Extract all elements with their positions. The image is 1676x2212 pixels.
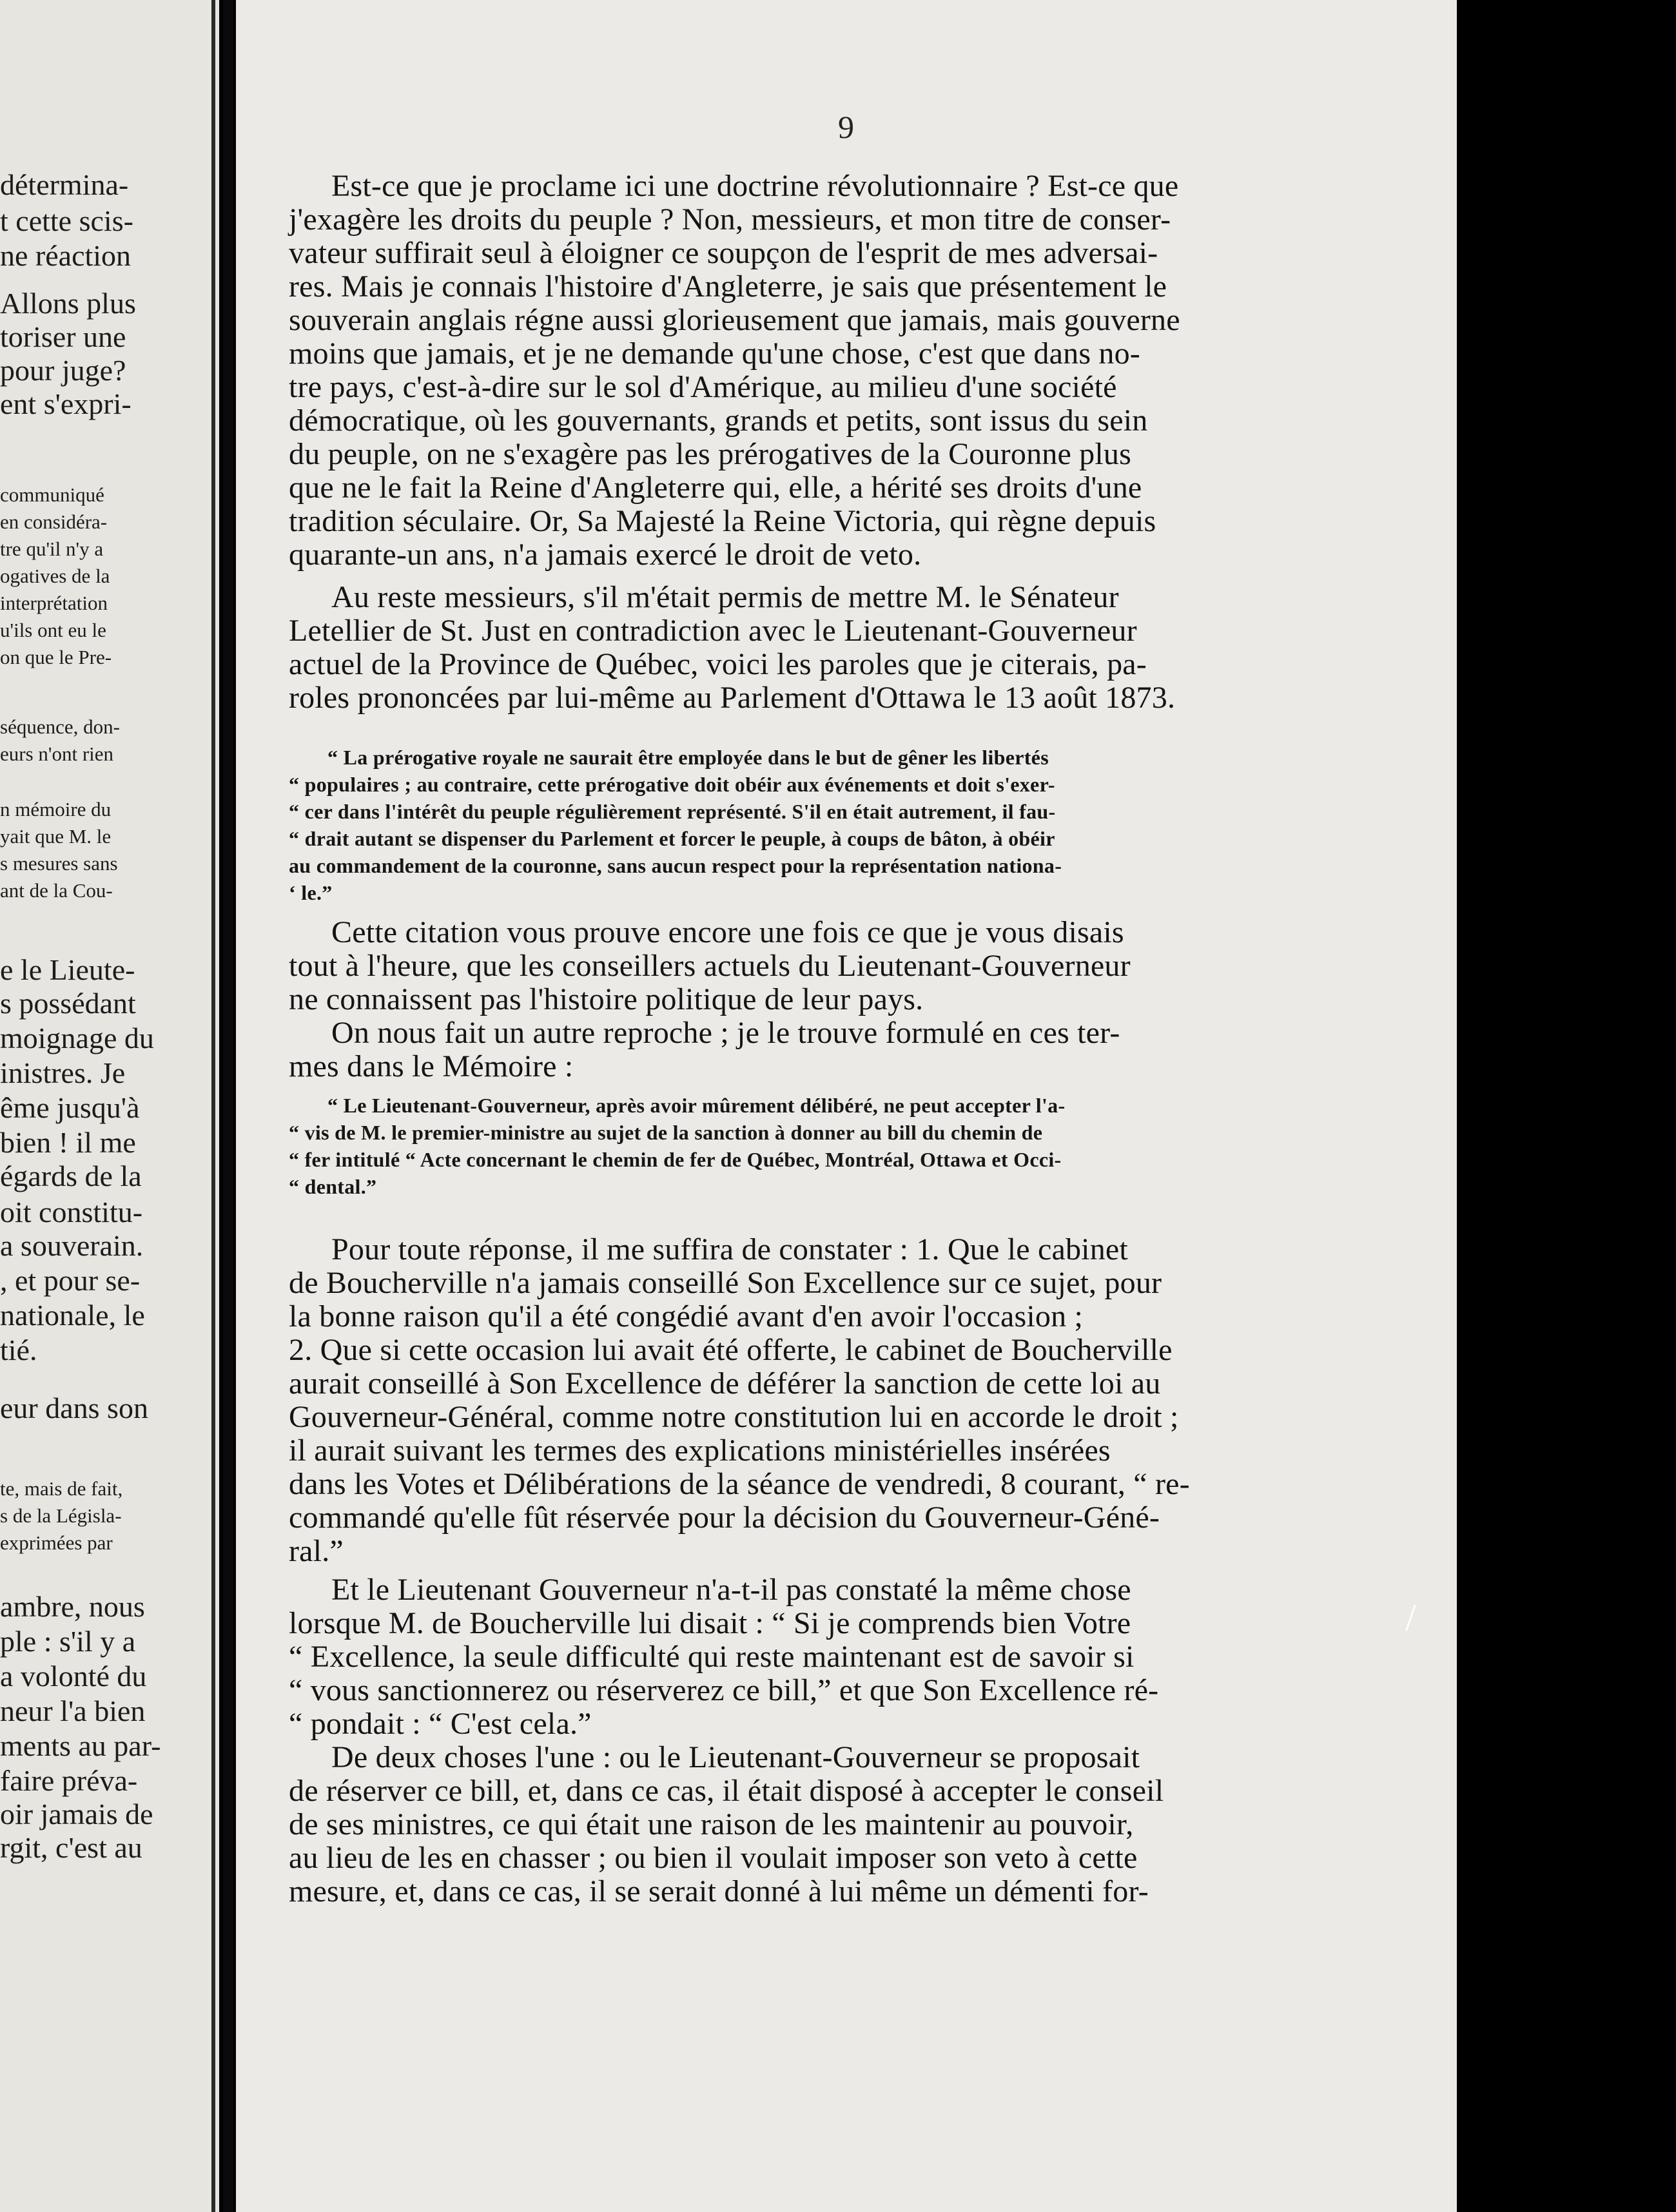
left-page-text-line: Allons plus — [0, 287, 136, 320]
book-gutter — [223, 0, 233, 2212]
left-page-text-line: t cette scis- — [0, 204, 133, 237]
page-number: 9 — [838, 109, 854, 145]
left-page-text-line: interprétation — [0, 592, 108, 614]
text-line: commandé qu'elle fût réservée pour la décision du Gouverneur-Géné- — [289, 1500, 1160, 1535]
left-page-text-line: oir jamais de — [0, 1798, 153, 1830]
text-line: res. Mais je connais l'histoire d'Angleterre, je sais que présentement le — [289, 269, 1167, 304]
text-line: Gouverneur-Général, comme notre constitution lui en accorde le droit ; — [289, 1400, 1179, 1434]
quotation-line: “ fer intitulé “ Acte concernant le chemin de fer de Québec, Montréal, Ottawa et Occi- — [289, 1148, 1062, 1171]
left-page-fragment — [0, 0, 219, 2212]
left-page-text-line: e le Lieute- — [0, 953, 135, 986]
left-page-text-line: on que le Pre- — [0, 646, 112, 668]
left-page-text-line: ent s'expri- — [0, 387, 132, 420]
quotation-line: “ La prérogative royale ne saurait être employée dans le but de gêner les libertés — [327, 746, 1049, 769]
left-page-text-line: inistres. Je — [0, 1056, 126, 1089]
text-line: ne connaissent pas l'histoire politique de leur pays. — [289, 982, 924, 1016]
left-page-text-line: neur l'a bien — [0, 1694, 146, 1727]
text-line: souverain anglais régne aussi glorieusement que jamais, mais gouverne — [289, 303, 1180, 337]
text-line: mesure, et, dans ce cas, il se serait donné à lui même un démenti for- — [289, 1874, 1149, 1908]
text-line: vateur suffirait seul à éloigner ce soupçon de l'esprit de mes adversai- — [289, 236, 1158, 270]
text-line: de Boucherville n'a jamais conseillé Son Excellence sur ce sujet, pour — [289, 1266, 1162, 1300]
text-line: Est-ce que je proclame ici une doctrine révolutionnaire ? Est-ce que — [331, 169, 1179, 203]
left-page-text-line: moignage du — [0, 1022, 154, 1054]
text-line: moins que jamais, et je ne demande qu'une chose, c'est que dans no- — [289, 336, 1140, 371]
text-line: Et le Lieutenant Gouverneur n'a-t-il pas constaté la même chose — [331, 1573, 1131, 1607]
text-line: On nous fait un autre reproche ; je le trouve formulé en ces ter- — [331, 1016, 1120, 1050]
left-page-text-line: ne réaction — [0, 239, 132, 272]
text-line: du peuple, on ne s'exagère pas les prérogatives de la Couronne plus — [289, 437, 1131, 471]
left-page-text-line: ple : s'il y a — [0, 1625, 136, 1658]
text-line: au lieu de les en chasser ; ou bien il voulait imposer son veto à cette — [289, 1841, 1138, 1875]
text-line: roles prononcées par lui-même au Parlement d'Ottawa le 13 août 1873. — [289, 681, 1176, 715]
text-line: “ pondait : “ C'est cela.” — [289, 1707, 592, 1741]
margin-mark: / — [1405, 1596, 1416, 1639]
text-line: de réserver ce bill, et, dans ce cas, il était disposé à accepter le conseil — [289, 1774, 1164, 1808]
left-page-text-line: faire préva- — [0, 1764, 138, 1797]
left-page-text-line: tre qu'il n'y a — [0, 538, 104, 560]
quotation-line: “ populaires ; au contraire, cette prérogative doit obéir aux événements et doit s'exer- — [289, 773, 1055, 796]
main-page — [236, 0, 1457, 2212]
scan-background — [1457, 0, 1676, 2212]
text-line: j'exagère les droits du peuple ? Non, messieurs, et mon titre de conser- — [289, 202, 1171, 237]
page-edge — [211, 0, 215, 2212]
text-line: ral.” — [289, 1534, 344, 1568]
left-page-text-line: séquence, don- — [0, 715, 120, 738]
text-line: mes dans le Mémoire : — [289, 1049, 574, 1083]
left-page-text-line: n mémoire du — [0, 798, 112, 820]
text-line: Letellier de St. Just en contradiction avec le Lieutenant-Gouverneur — [289, 614, 1137, 648]
text-line: actuel de la Province de Québec, voici les paroles que je citerais, pa- — [289, 647, 1147, 681]
text-line: Cette citation vous prouve encore une fois ce que je vous disais — [331, 915, 1124, 949]
left-page-text-line: a souverain. — [0, 1229, 144, 1262]
left-page-text-line: en considéra- — [0, 510, 108, 533]
left-page-text-line: te, mais de fait, — [0, 1477, 123, 1500]
left-page-text-line: rgit, c'est au — [0, 1831, 142, 1864]
quotation-line: au commandement de la couronne, sans aucun respect pour la représentation nationa- — [289, 854, 1062, 877]
text-line: 2. Que si cette occasion lui avait été offerte, le cabinet de Boucherville — [289, 1333, 1173, 1367]
left-page-text-line: pour juge? — [0, 354, 126, 387]
text-line: tout à l'heure, que les conseillers actuels du Lieutenant-Gouverneur — [289, 949, 1131, 983]
left-page-text-line: exprimées par — [0, 1531, 113, 1554]
left-page-text-line: communiqué — [0, 483, 104, 506]
text-line: dans les Votes et Délibérations de la séance de vendredi, 8 courant, “ re- — [289, 1467, 1190, 1501]
left-page-text-line: ant de la Cou- — [0, 879, 113, 902]
text-line: il aurait suivant les termes des explications ministérielles insérées — [289, 1433, 1111, 1468]
left-page-text-line: bien ! il me — [0, 1126, 136, 1159]
left-page-text-line: yait que M. le — [0, 825, 112, 848]
text-line: la bonne raison qu'il a été congédié avant d'en avoir l'occasion ; — [289, 1299, 1084, 1334]
text-line: démocratique, où les gouvernants, grands et petits, sont issus du sein — [289, 403, 1148, 438]
left-page-text-line: ments au par- — [0, 1729, 161, 1762]
left-page-text-line: a volonté du — [0, 1660, 147, 1693]
left-page-text-line: s mesures sans — [0, 852, 118, 875]
quotation-line: ‘ le.” — [289, 881, 333, 904]
text-line: tradition séculaire. Or, Sa Majesté la Reine Victoria, qui règne depuis — [289, 504, 1156, 538]
left-page-text-line: u'ils ont eu le — [0, 619, 106, 641]
quotation-line: “ cer dans l'intérêt du peuple régulièrement représenté. S'il en était autrement, il fau- — [289, 800, 1056, 823]
left-page-text-line: s possédant — [0, 987, 136, 1020]
left-page-text-line: oit constitu- — [0, 1196, 143, 1228]
text-line: que ne le fait la Reine d'Angleterre qui, elle, a hérité ses droits d'une — [289, 471, 1142, 505]
text-line: Pour toute réponse, il me suffira de constater : 1. Que le cabinet — [331, 1232, 1128, 1266]
left-page-text-line: , et pour se- — [0, 1264, 141, 1297]
text-line: Au reste messieurs, s'il m'était permis de mettre M. le Sénateur — [331, 580, 1119, 614]
text-line: tre pays, c'est-à-dire sur le sol d'Amérique, au milieu d'une société — [289, 370, 1117, 404]
text-line: aurait conseillé à Son Excellence de déférer la sanction de cette loi au — [289, 1366, 1161, 1401]
text-line: quarante-un ans, n'a jamais exercé le droit de veto. — [289, 538, 922, 572]
left-page-text-line: nationale, le — [0, 1299, 145, 1332]
quotation-line: “ vis de M. le premier-ministre au sujet de la sanction à donner au bill du chemin de — [289, 1121, 1043, 1144]
left-page-text-line: s de la Législa- — [0, 1504, 122, 1527]
left-page-text-line: toriser une — [0, 320, 126, 353]
left-page-text-line: ambre, nous — [0, 1590, 145, 1623]
quotation-line: “ dental.” — [289, 1175, 377, 1198]
text-line: “ Excellence, la seule difficulté qui reste maintenant est de savoir si — [289, 1640, 1135, 1674]
left-page-text-line: ogatives de la — [0, 565, 110, 587]
quotation-line: “ Le Lieutenant-Gouverneur, après avoir mûrement délibéré, ne peut accepter l'a- — [327, 1094, 1066, 1117]
left-page-text-line: eur dans son — [0, 1392, 148, 1424]
text-line: De deux choses l'une : ou le Lieutenant-Gouverneur se proposait — [331, 1740, 1140, 1774]
left-page-text-line: ême jusqu'à — [0, 1091, 140, 1124]
left-page-text-line: égards de la — [0, 1159, 142, 1192]
left-page-text-line: détermina- — [0, 168, 129, 201]
text-line: lorsque M. de Boucherville lui disait : “ Si je comprends bien Votre — [289, 1606, 1131, 1640]
quotation-line: “ drait autant se dispenser du Parlement et forcer le peuple, à coups de bâton, à obéir — [289, 827, 1055, 850]
text-line: de ses ministres, ce qui était une raison de les maintenir au pouvoir, — [289, 1807, 1134, 1841]
left-page-text-line: eurs n'ont rien — [0, 742, 114, 765]
left-page-text-line: tié. — [0, 1334, 37, 1366]
text-line: “ vous sanctionnerez ou réserverez ce bill,” et que Son Excellence ré- — [289, 1673, 1159, 1707]
